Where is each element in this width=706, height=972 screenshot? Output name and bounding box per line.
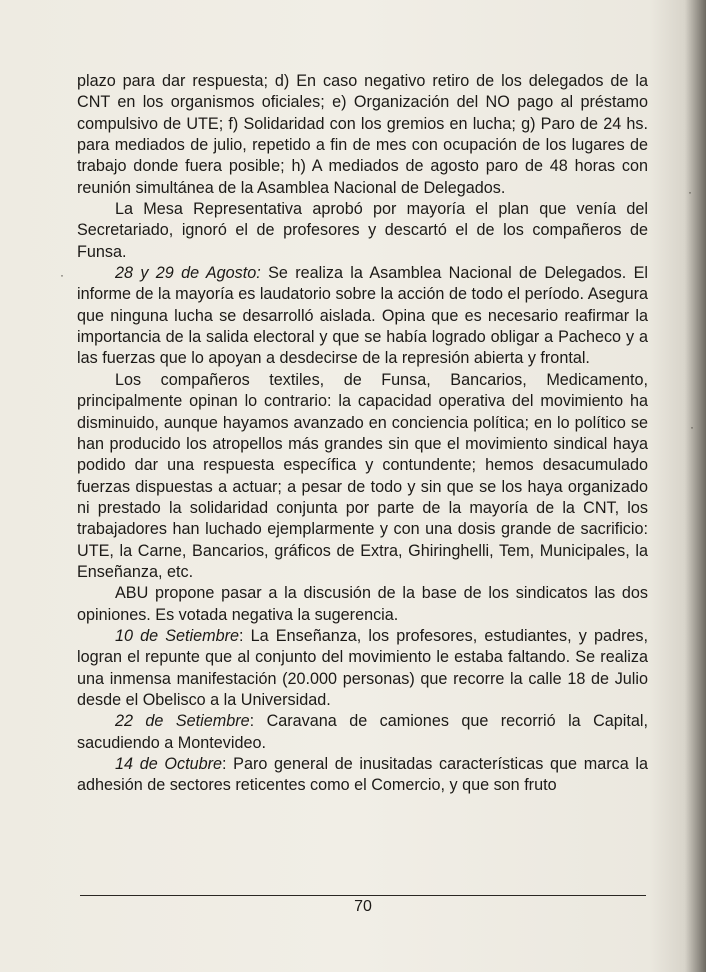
paragraph-7: 22 de Setiembre: Caravana de camiones que recorrió la Capital, sacudiendo a Montevideo.: [77, 712, 648, 752]
margin-mark: ·: [690, 420, 694, 434]
paragraph-6: 10 de Setiembre: La Enseñanza, los profesores, estudiantes, y padres, logran el repunte que al conjunto del movimiento le estaba faltando. Se realiza una inmensa manifestación (20.000 personas) que recorre la calle 18 de Julio desde el Obelisco a la Universidad.: [77, 626, 648, 709]
paragraph-4: Los compañeros textiles, de Funsa, Bancarios, Medicamento, principalmente opinan lo contrario: la capacidad operativa del movimiento ha disminuido, aunque hayamos avanzado en conciencia política; en lo político se han producido los atropellos más grandes sin que el movimiento sindical haya podido dar una respuesta específica y contundente; hemos desacumulado fuerzas dispuestas a actuar; a pesar de todo y sin que se los haya organizado ni prestado la solidaridad conjunta por parte de la mayoría de la CNT, los trabajadores han luchado ejemplarmente y con una dosis grande de sacrificio: UTE, la Carne, Bancarios, gráficos de Extra, Ghiringhelli, Tem, Municipales, la Enseñanza, etc.: [77, 370, 648, 581]
margin-mark: ·: [60, 268, 64, 282]
date-heading: 22 de Setiembre: [115, 712, 250, 731]
paragraph-3: 28 y 29 de Agosto: Se realiza la Asamblea Nacional de Delegados. El informe de la mayoría es laudatorio sobre la acción de todo el período. Asegura que ninguna lucha se desarrolló aislada. Opina que es necesario reafirmar la importancia de la salida electoral y que se había logrado obligar a Pacheco y a las fuerzas que lo apoyan a desdecirse de la represión abierta y frontal.: [77, 264, 648, 368]
paragraph-5: ABU propone pasar a la discusión de la base de los sindicatos las dos opiniones. Es votada negativa la sugerencia.: [77, 584, 648, 624]
margin-mark: ·: [688, 185, 692, 199]
page-number: 70: [354, 898, 372, 915]
date-heading: 14 de Octubre: [115, 755, 222, 773]
body-text: [77, 71, 648, 797]
paragraph-2: La Mesa Representativa aprobó por mayoría el plan que venía del Secretariado, ignoró el de profesores y descartó el de los compañeros de Funsa.: [77, 200, 648, 261]
date-heading: 10 de Setiembre: [115, 626, 240, 645]
footer-rule: [80, 895, 646, 896]
date-heading: 28 y 29 de Agosto:: [115, 264, 261, 283]
paragraph-8: 14 de Octubre: Paro general de inusitadas características que marca la adhesión de sectores reticentes como el Comercio, y que son fruto: [77, 755, 648, 795]
paragraph-1: plazo para dar respuesta; d) En caso negativo retiro de los delegados de la CNT en los organismos oficiales; e) Organización del NO pago al préstamo compulsivo de UTE; f) Solidaridad con los gremios en lucha; g) Paro de 24 hs. para mediados de julio, repetido a fin de mes con ocupación de los lugares de trabajo donde fuera posible; h) A mediados de agosto paro de 48 horas con reunión simultánea de la Asamblea Nacional de Delegados.: [77, 72, 648, 197]
